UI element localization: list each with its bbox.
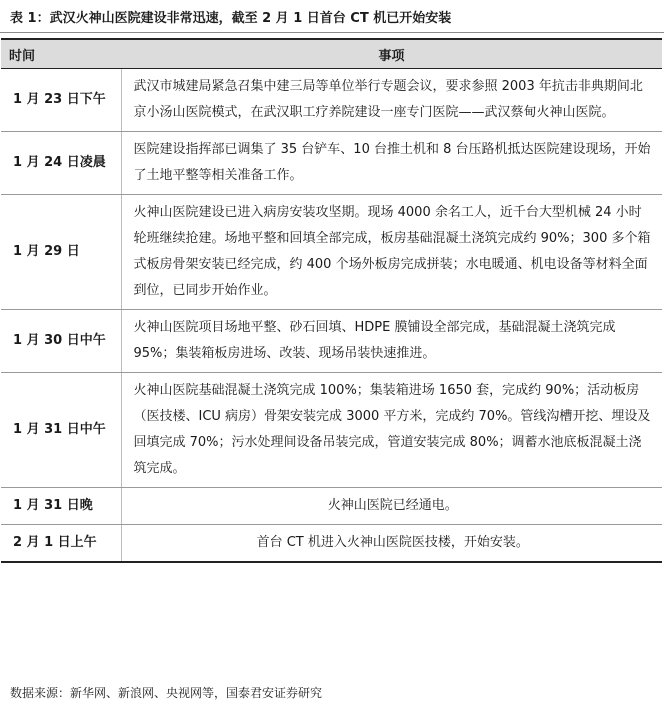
header-time: 时间	[1, 39, 121, 69]
table-row	[1, 69, 662, 132]
row-time: 1 月 31 日中午	[1, 373, 121, 488]
table-row	[1, 525, 662, 563]
table-row	[1, 373, 662, 488]
row-event: 火神山医院已经通电。	[121, 488, 662, 525]
events-table	[1, 38, 662, 563]
row-time: 2 月 1 日上午	[1, 525, 121, 563]
row-time: 1 月 31 日晚	[1, 488, 121, 525]
row-event: 武汉市城建局紧急召集中建三局等单位举行专题会议，要求参照 2003 年抗击非典期间北京小汤山医院模式，在武汉职工疗养院建设一座专门医院——武汉蔡甸火神山医院。	[121, 69, 662, 132]
table-row	[1, 132, 662, 195]
row-event: 火神山医院项目场地平整、砂石回填、HDPE 膜铺设全部完成，基础混凝土浇筑完成 95%；集装箱板房进场、改装、现场吊装快速推进。	[121, 310, 662, 373]
row-event: 火神山医院基础混凝土浇筑完成 100%；集装箱进场 1650 套，完成约 90%；活动板房（医技楼、ICU 病房）骨架安装完成 3000 平方米，完成约 70%。管线沟槽开挖、埋设及回填完成 70%；污水处理间设备吊装完成，管道安装完成 80%；调蓄水池底板混凝土浇筑完成。	[121, 373, 662, 488]
caption-divider	[0, 32, 664, 33]
header-event: 事项	[121, 39, 662, 69]
row-event: 火神山医院建设已进入病房安装攻坚期。现场 4000 余名工人，近千台大型机械 24 小时轮班继续抢建。场地平整和回填全部完成，板房基础混凝土浇筑完成约 90%；300 多个箱式板房骨架安装已经完成，约 400 个场外板房完成拼装；水电暖通、机电设备等材料全面到位，已同步开始作业。	[121, 195, 662, 310]
row-event: 首台 CT 机进入火神山医院医技楼，开始安装。	[121, 525, 662, 563]
table-caption: 表 1：武汉火神山医院建设非常迅速，截至 2 月 1 日首台 CT 机已开始安装	[10, 11, 452, 26]
row-time: 1 月 24 日凌晨	[1, 132, 121, 195]
data-source-note: 数据来源：新华网、新浪网、央视网等，国泰君安证券研究	[10, 686, 323, 700]
table-row	[1, 488, 662, 525]
row-time: 1 月 23 日下午	[1, 69, 121, 132]
table-row	[1, 195, 662, 310]
table-row	[1, 310, 662, 373]
table-header-row	[1, 39, 662, 69]
row-time: 1 月 29 日	[1, 195, 121, 310]
row-time: 1 月 30 日中午	[1, 310, 121, 373]
row-event: 医院建设指挥部已调集了 35 台铲车、10 台推土机和 8 台压路机抵达医院建设现场，开始了土地平整等相关准备工作。	[121, 132, 662, 195]
